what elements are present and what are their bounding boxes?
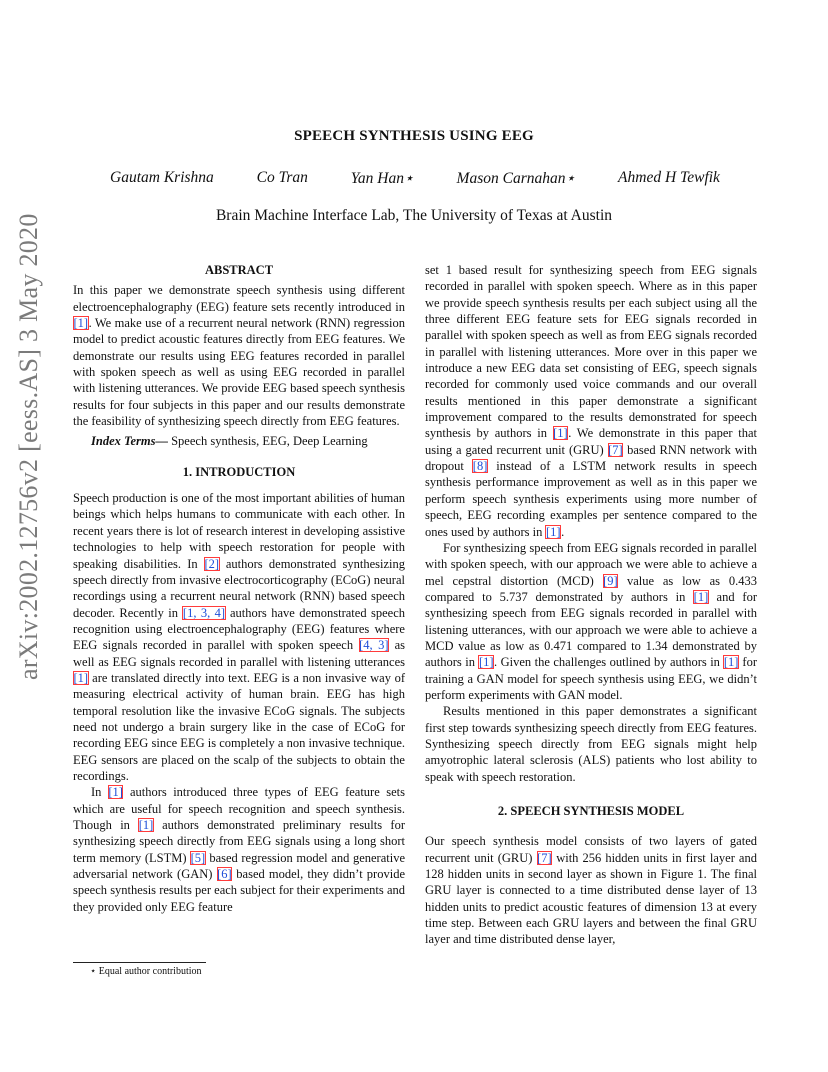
author-name: Co Tran	[256, 169, 308, 186]
paper-title: SPEECH SYNTHESIS USING EEG	[294, 128, 534, 144]
text-run: In	[91, 785, 108, 800]
author-name: Ahmed H Tewfik	[618, 169, 720, 186]
citation-link[interactable]: [5]	[190, 850, 206, 865]
citation-link[interactable]: [1]	[108, 785, 123, 800]
text-run: based RNN network with dropout	[425, 442, 757, 474]
text-run: For synthesizing speech from EEG signals recorded in parallel with spoken speech, with our approach we were able to achieve a mel cepstral distortion (MCD)	[425, 540, 757, 588]
footnote-rule	[73, 962, 206, 963]
citation-link[interactable]: [1]	[73, 316, 89, 331]
text-run: instead of a LSTM network results in speech synthesis performance improvement as well as in this paper we perform speech synthesis experiments using more number of speech, EEG recording examples per sentence compared to the ones used by authors in	[425, 459, 757, 539]
citation-link[interactable]: [9]	[603, 573, 618, 588]
text-run: authors demonstrated preliminary results for synthesizing speech directly from EEG signals using a long short term memory (LSTM)	[73, 818, 406, 865]
body-paragraph	[73, 784, 405, 915]
text-run: as well as EEG signals recorded in parallel with listening utterances	[73, 638, 405, 669]
index-terms	[73, 433, 405, 449]
citation-link[interactable]: [2]	[204, 556, 220, 571]
footnote: ⋆ Equal author contribution	[90, 966, 202, 977]
index-terms-label: Index Terms—	[91, 434, 168, 449]
citation-link[interactable]: [1]	[553, 426, 568, 441]
text-run: Speech production is one of the most important abilities of human beings which helps humans to communicate with each other. In recent years there is lot of research interest in developing assistive technologies to help with speech restoration for people with speaking disabilities. In	[73, 491, 405, 571]
abstract-paragraph	[73, 282, 405, 429]
affiliation: Brain Machine Interface Lab, The University of Texas at Austin	[215, 207, 613, 224]
citation-link[interactable]: [1]	[693, 589, 709, 604]
text-run: In this paper we demonstrate speech synthesis using different electroencephalography (EEG) feature sets recently introduced in	[73, 283, 405, 314]
citation-link[interactable]: [1]	[73, 670, 89, 685]
text-run: set 1 based result for synthesizing speech from EEG signals recorded in parallel with spoken speech. Where as in this paper we provide speech synthesis results per each subject using all the three different EEG feature sets for EEG signals recorded in parallel with spoken speech as well as from EEG signals recorded in parallel with listening utterances. More over in this paper we introduce a new EEG data set consisting of EEG, speech signals recorded for commonly used voice commands and our overall results mentioned in this paper demonstrate a significant improvement compared to the results demonstrated for speech synthesis by authors in	[425, 263, 757, 441]
text-run: value as low as 0.433 compared to 5.737 demonstrated by authors in	[425, 573, 757, 604]
text-run: based regression model and generative adversarial network (GAN)	[73, 850, 405, 882]
author-list	[110, 169, 720, 188]
body-paragraph	[425, 540, 757, 703]
text-run: authors demonstrated synthesizing speech directly from invasive electrocorticography (ECoG) neural recordings using a recurrent neural network (RNN) based speech decoder. Recently in	[73, 556, 405, 620]
body-paragraph	[425, 262, 757, 540]
text-run: Our speech synthesis model consists of two layers of gated recurrent unit (GRU)	[425, 834, 757, 865]
citation-link[interactable]: [4, 3]	[359, 638, 389, 653]
text-run: and for synthesizing speech from EEG signals recorded in parallel with listening utterances, with our approach we were able to achieve a MCD value as low as 0.471 compared to 1.34 demonstrated by authors in	[425, 589, 757, 670]
citation-link[interactable]: [8]	[472, 459, 488, 474]
introduction-heading: 1. INTRODUCTION	[182, 464, 296, 479]
citation-link[interactable]: [6]	[217, 867, 232, 882]
author-name: Mason Carnahan⋆	[456, 170, 576, 187]
body-paragraph: Results mentioned in this paper demonstrates a significant first step towards synthesizing speech directly from EEG features. Synthesizing speech directly from EEG signals might help amyotrophic lateral sclerosis (ALS) patients who lost ability to speak with speech restoration.	[425, 704, 757, 784]
arxiv-identifier: arXiv:2002.12756v2 [eess.AS] 3 May 2020	[14, 213, 43, 680]
citation-link[interactable]: [1]	[478, 655, 494, 670]
author-name: Yan Han⋆	[350, 170, 414, 187]
index-terms-text: Speech synthesis, EEG, Deep Learning	[167, 434, 368, 449]
text-run: .	[561, 524, 565, 539]
abstract-heading: ABSTRACT	[204, 263, 274, 277]
text-run: . We make use of a recurrent neural network (RNN) regression model to predict acoustic features directly from EEG features. We demonstrate our results using EEG features recorded in parallel with spoken speech as well as using EEG recorded in parallel with listening utterances. We provide EEG based speech synthesis results for four subjects in this paper and our results demonstrate the feasibility of synthesizing speech directly from EEG features.	[73, 316, 405, 429]
citation-link[interactable]: [1]	[545, 524, 561, 539]
model-heading: 2. SPEECH SYNTHESIS MODEL	[497, 804, 685, 818]
text-run: are translated directly into text. EEG is a non invasive way of measuring electrical activity of human brain. EEG has high temporal resolution like the invasive ECoG signals. The subjects need not undergo a brain surgery like in the case of ECoG for recording EEG since EEG is completely a non invasive technique. EEG sensors are placed on the scalp of the subjects to obtain the recordings.	[73, 670, 405, 783]
body-paragraph	[425, 833, 757, 947]
author-name: Gautam Krishna	[110, 169, 214, 186]
left-column	[73, 262, 405, 915]
text-run: authors introduced three types of EEG feature sets which are useful for speech recognition and speech synthesis. Though in	[73, 785, 405, 832]
text-run: authors have demonstrated speech recognition using electroencephalography (EEG) features where EEG signals recorded in parallel with spoken speech	[73, 605, 405, 653]
text-run: with 256 hidden units in first layer and 128 hidden units in second layer as shown in Figure 1. The final GRU layer is connected to a time distributed dense layer of 13 hidden units to predict acoustic features of dimension 13 at every time step. Between each GRU layers and between the final GRU layer and time distributed dense layer,	[425, 850, 757, 947]
citation-link[interactable]: [1]	[723, 655, 739, 670]
citation-link[interactable]: [1, 3, 4]	[182, 605, 226, 620]
body-paragraph	[73, 490, 405, 784]
right-column	[425, 262, 757, 948]
citation-link[interactable]: [7]	[537, 850, 552, 865]
text-run: based model, they didn’t provide speech synthesis results per each subject for their experiments and they provided only EEG feature	[73, 867, 405, 914]
text-run: . We demonstrate in this paper that using a gated recurrent unit (GRU)	[425, 426, 758, 457]
citation-link[interactable]: [1]	[138, 818, 154, 832]
text-run: . Given the challenges outlined by authors in	[494, 655, 724, 670]
text-run: for training a GAN model for speech synthesis using EEG, we didn’t perform experiments with GAN model.	[425, 655, 758, 702]
citation-link[interactable]: [7]	[608, 442, 623, 457]
